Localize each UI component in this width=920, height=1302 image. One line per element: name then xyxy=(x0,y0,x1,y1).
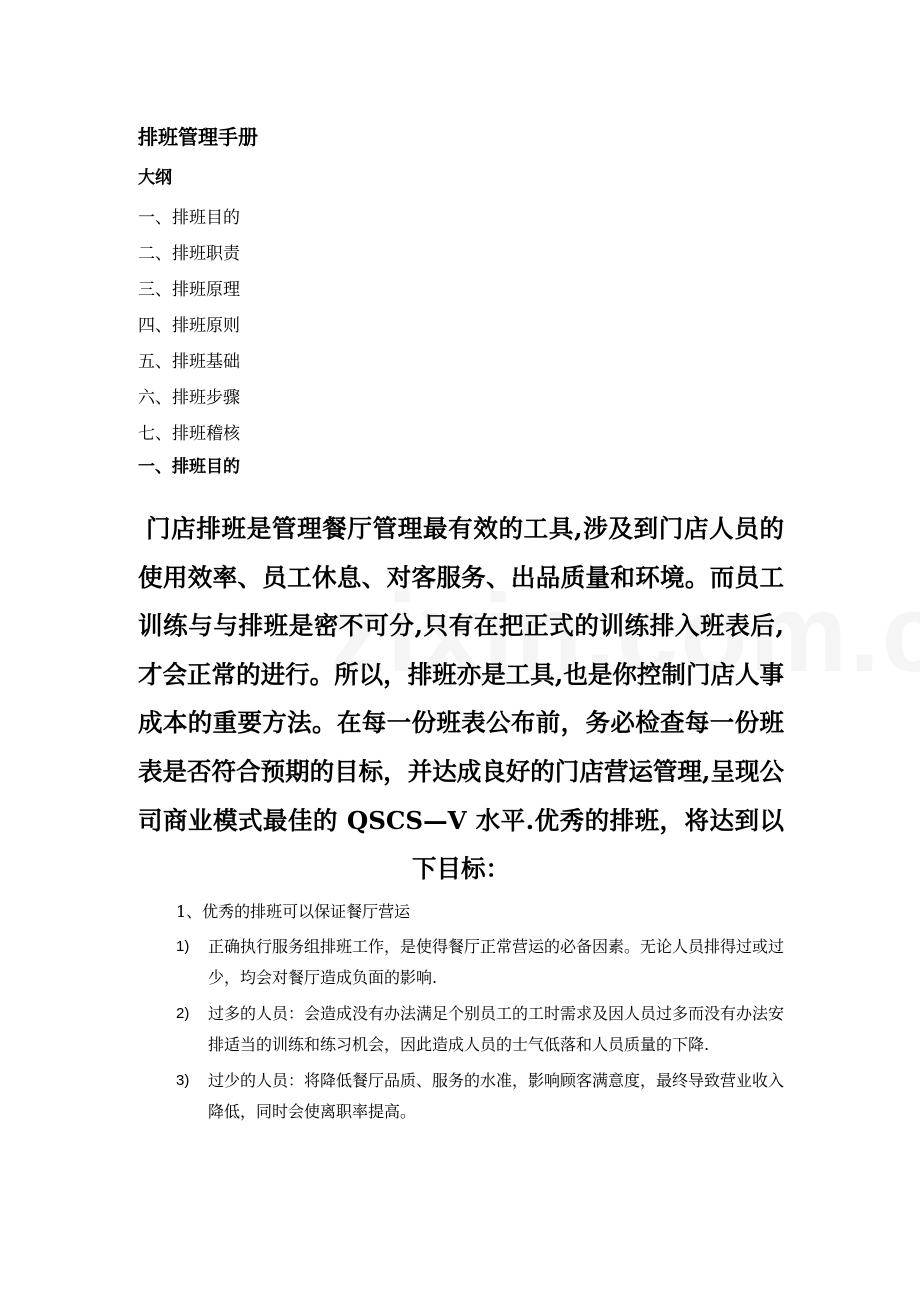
intro-paragraph: 门店排班是管理餐厅管理最有效的工具,涉及到门店人员的使用效率、员工休息、对客服务、出品质量和环境。而员工训练与与排班是密不可分,只有在把正式的训练排入班表后,才会正常的进行。所以，排班亦是工具,也是你控制门店人事成本的重要方法。在每一份班表公布前，务必检查每一份班表是否符合预期的目标，并达成良好的门店营运管理,呈现公司商业模式最佳的 QSCS—V 水平.优秀的排班，将达到以下目标： xyxy=(138,514,784,884)
list-item-text: 过多的人员：会造成没有办法满足个别员工的工时需求及因人员过多而没有办法安排适当的训练和练习机会，因此造成人员的士气低落和人员质量的下降. xyxy=(208,1004,785,1054)
list-title: 1、优秀的排班可以保证餐厅营运 xyxy=(176,902,411,921)
section-heading: 一、排班目的 xyxy=(138,457,240,477)
list-item-text: 过少的人员：将降低餐厅品质、服务的水准，影响顾客满意度，最终导致营业收入降低，同时会使离职率提高。 xyxy=(208,1071,785,1121)
outline-item: 三、排班原理 xyxy=(138,280,240,300)
outline-item: 四、排班原则 xyxy=(138,316,240,336)
outline-list xyxy=(138,200,240,452)
outline-item: 五、排班基础 xyxy=(138,352,240,372)
numbered-list xyxy=(176,932,784,1133)
list-item-number: 1) xyxy=(176,938,190,955)
outline-title: 大纲 xyxy=(138,168,172,188)
list-item xyxy=(176,999,784,1060)
outline-item: 七、排班稽核 xyxy=(138,424,240,444)
outline-item: 一、排班目的 xyxy=(138,208,240,228)
list-item xyxy=(176,1066,784,1127)
list-item-number: 2) xyxy=(176,1005,190,1022)
list-item-text: 正确执行服务组排班工作，是使得餐厅正常营运的必备因素。无论人员排得过或过少，均会对餐厅造成负面的影响. xyxy=(208,937,785,987)
outline-item: 六、排班步骤 xyxy=(138,388,240,408)
list-item-number: 3) xyxy=(176,1072,190,1089)
document-title: 排班管理手册 xyxy=(138,125,258,149)
outline-item: 二、排班职责 xyxy=(138,244,240,264)
list-item xyxy=(176,932,784,993)
